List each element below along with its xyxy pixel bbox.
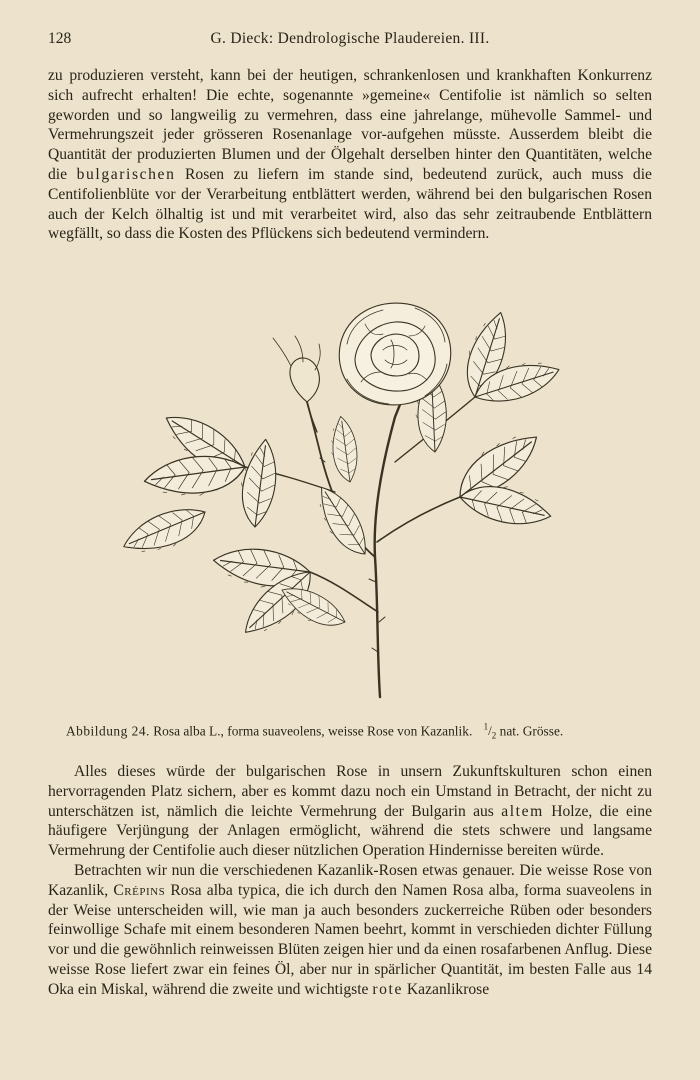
scale-text: nat. Grösse. [499, 723, 564, 739]
body-text-top [48, 66, 652, 244]
figure-label: Abbildung 24. [66, 723, 150, 739]
page-number: 128 [48, 30, 72, 47]
paragraph: Betrachten wir nun die verschiedenen Kazanlik-Rosen etwas genauer. Die weisse Rose von Kazanlik, Crépins Rosa alba typica, die ich durch den Namen Rosa alba, forma suaveolens in der Weise unterscheiden will, wie man ja auch besonders zuckerreiche Rüben oder besonders feinwollige Schafe mit einem besonderen Namen beehrt, kommt in verschieden dichter Füllung vor und die gewöhnlich reinweissen Blüten zeigen hier und da einen rosafarbenen Anflug. Diese weisse Rose liefert zwar ein feines Öl, aber nur in spärlicher Quantität, im besten Falle aus 14 Oka ein Miskal, während die zweite und wichtigste rote Kazanlikrose [48, 861, 652, 998]
rose-illustration [95, 292, 615, 712]
figure-caption [66, 722, 656, 741]
page-header [48, 30, 652, 52]
figure-caption-text: Rosa alba L., forma suaveolens, weisse Rose von Kazanlik. [153, 723, 473, 739]
scale-fraction: $^1/_2$ [483, 722, 497, 741]
body-text-bottom [48, 762, 652, 1000]
running-head: G. Dieck: Dendrologische Plaudereien. III. [210, 30, 490, 47]
paragraph: zu produzieren versteht, kann bei der heutigen, schrankenlosen und krankhaften Konkurrenz sich aufrecht erhalten! Die echte, sogenannte »gemeine« Centifolie ist nämlich so selten geworden und so langweilig zu vermehren, dass eine jahrelange, mühevolle Sammel- und Vermehrungszeit jeder grösseren Rosenanlage vor-aufgehen müsste. Ausserdem bleibt die Quantität der produzierten Blumen und der Ölgehalt derselben hinter den Quantitäten, welche die bulgarischen Rosen zu liefern im stande sind, bedeutend zurück, auch muss die Centifolienblüte vor der Verarbeitung entblättert werden, während bei den bulgarischen Rosen auch der Kelch ölhaltig ist und mit verarbeitet wird, also das sehr zeitraubende Entblättern wegfällt, so dass die Kosten des Pflückens sich bedeutend vermindern. [48, 67, 652, 243]
paragraph: Alles dieses würde der bulgarischen Rose in unsern Zukunftskulturen schon einen hervorragenden Platz sichern, aber es kommt dazu noch ein Umstand in Betracht, der nicht zu unterschätzen ist, nämlich die leichte Vermehrung der Bulgarin aus altem Holze, die eine häufigere Verjüngung der Anlagen ermöglicht, während die stets schwere und langsame Vermehrung der Centifolie auch dieser nützlichen Operation Hindernisse bereiten würde. [48, 763, 652, 860]
